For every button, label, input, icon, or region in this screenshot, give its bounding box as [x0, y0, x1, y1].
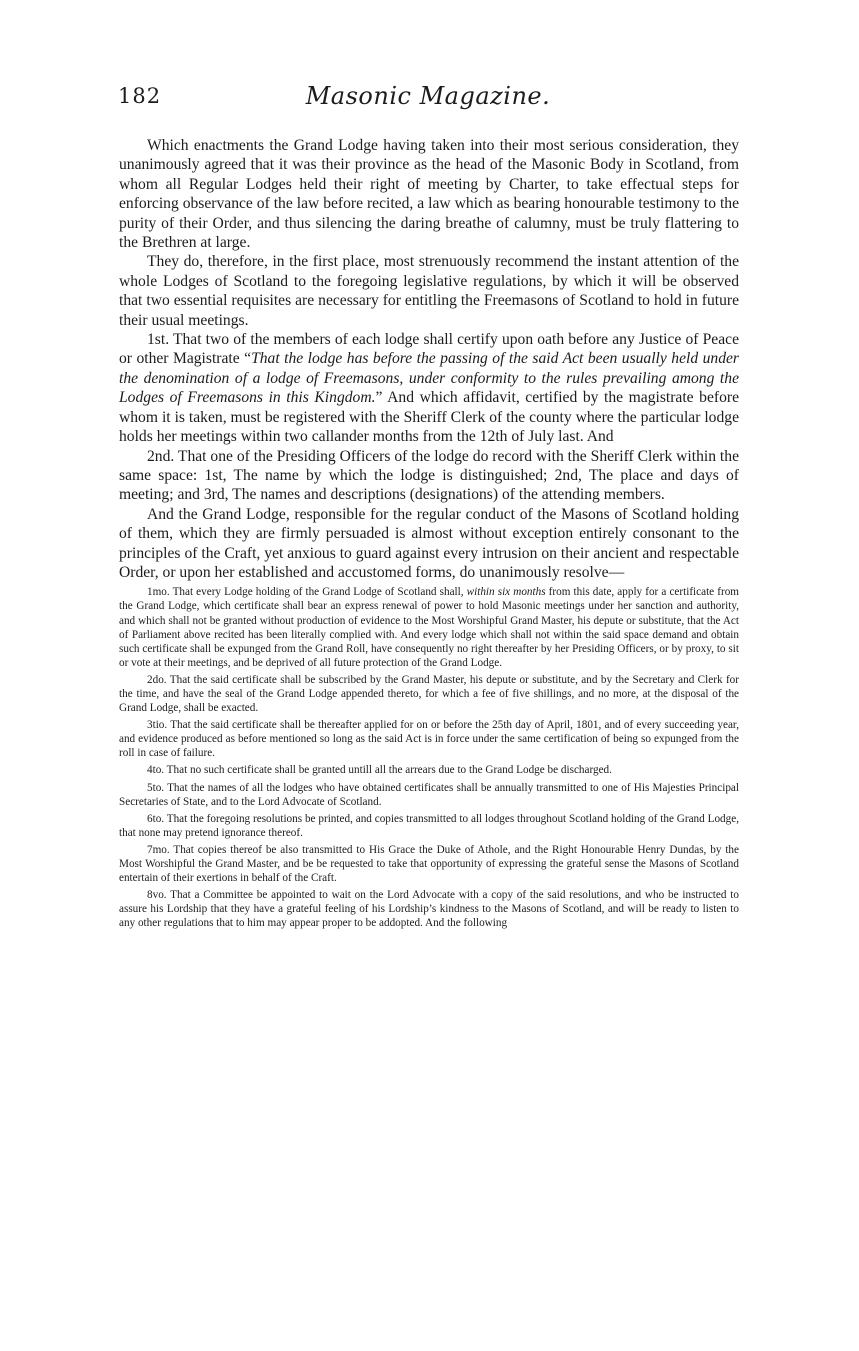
- resolution-item: [119, 763, 739, 777]
- resolution-item: [119, 673, 739, 715]
- paragraph-first-requisite-quote: That the lodge has before the passing of the said Act been usually held under the denomination of a lodge of Freemasons, under conformity to the rules prevailing among the Lodges of Freemasons in this Kingdom.: [119, 350, 739, 407]
- resolution-text: 5to. That the names of all the lodges who have obtained certificates shall be annually transmitted to one of His Majesties Principal Secretaries of State, and to the Lord Advocate of Scotland.: [119, 781, 739, 808]
- resolution-item: [119, 718, 739, 760]
- resolution-text: 6to. That the foregoing resolutions be printed, and copies transmitted to all lodges throughout Scotland holding of the Grand Lodge, that none may pretend ignorance thereof.: [119, 812, 739, 839]
- resolution-text: 7mo. That copies thereof be also transmitted to His Grace the Duke of Athole, and the Right Honourable Henry Dundas, by the Most Worshipful the Grand Master, and be be requested to take that opportunity of expressing the grateful sense the Masons of Scotland entertain of their exertions in behalf of the Craft.: [119, 843, 739, 885]
- resolution-text: 8vo. That a Committee be appointed to wait on the Lord Advocate with a copy of the said resolutions, and who be instructed to assure his Lordship that they have a grateful feeling of his Lordship’s kindness to the Masons of Scotland, and will be ready to listen to any other regulations that to him may appear proper to be addopted. And the following: [119, 889, 739, 930]
- article-body: [119, 136, 739, 934]
- resolution-text: 4to. That no such certificate shall be granted untill all the arrears due to the Grand Lodge be discharged.: [147, 764, 612, 777]
- paragraph-first-requisite-tail: ” And which affidavit, certified by the magistrate before whom it is taken, must be registered with the Sheriff Clerk of the county where the particular lodge holds her meetings within two callander months from the 12th of July last. And: [119, 389, 739, 446]
- running-title: Masonic Magazine.: [305, 82, 551, 110]
- resolution-text: 2do. That the said certificate shall be subscribed by the Grand Master, his depute or substitute, and by the Secretary and Clerk for the time, and have the seal of the Grand Lodge appended thereto, for which a fee of five shillings, and no more, at the disposal of the Grand Lodge, shall be exacted.: [119, 673, 739, 715]
- resolution-item: [119, 585, 739, 670]
- resolution-emphasis: within six months: [466, 586, 546, 599]
- resolution-text-tail: from this date, apply for a certificate from the Grand Lodge, which certificate shall bear an express renewal of power to hold Masonic meetings under her sanction and authority, and which shall not be granted without production of evidence to the Most Worshipful Grand Master, his depute or substitute, that the Act of Parliament above recited has been literally complied with. And every lodge which shall not within the said space demand and obtain such certificate shall be expunged from the Grand Roll, have consequently no right thereafter by her Presiding Officers, or by proxy, to sit or vote at their meetings, and be deprived of all future protection of the Grand Lodge.: [119, 586, 739, 669]
- resolution-item: [119, 812, 739, 840]
- resolution-text: 3tio. That the said certificate shall be thereafter applied for on or before the 25th day of April, 1801, and of every succeeding year, and evidence produced as before mentioned so long as the said Act is in force under the same certification of being so expunged from the roll in case of failure.: [119, 719, 739, 760]
- paragraph-enactments: Which enactments the Grand Lodge having taken into their most serious consideration, they unanimously agreed that it was their province as the head of the Masonic Body in Scotland, from whom all Regular Lodges held their right of meeting by Charter, to take effectual steps for enforcing observance of the law before recited, a law which as bearing honourable testimony to the purity of their Order, and thus silencing the daring breathe of calumny, must be truly flattering to the Brethren at large.: [119, 137, 739, 252]
- resolution-text: 1mo. That every Lodge holding of the Grand Lodge of Scotland shall,: [147, 586, 467, 599]
- resolutions-list: [119, 585, 739, 930]
- page-header: [118, 84, 738, 118]
- paragraph-recommendation: They do, therefore, in the first place, most strenuously recommend the instant attention of the whole Lodges of Scotland to the foregoing legislative regulations, by which it will be observed that two essential requisites are necessary for entitling the Freemasons of Scotland to hold in future their usual meetings.: [119, 253, 739, 329]
- paragraph-second-requisite: 2nd. That one of the Presiding Officers of the lodge do record with the Sheriff Clerk within the same space: 1st, The name by which the lodge is distinguished; 2nd, The place and days of meeting; and 3rd, The names and descriptions (designations) of the attending members.: [119, 447, 739, 504]
- resolution-item: [119, 843, 739, 885]
- paragraph-resolve: And the Grand Lodge, responsible for the regular conduct of the Masons of Scotland holding of them, which they are firmly persuaded is almost without exception entirely consonant to the principles of the Craft, yet anxious to guard against every intrusion on their ancient and respectable Order, or upon her established and accustomed forms, do unanimously resolve—: [119, 505, 739, 581]
- resolution-item: [119, 781, 739, 809]
- resolution-item: [119, 888, 739, 930]
- paragraph-first-requisite-lead: 1st. That two of the members of each lodge shall certify upon oath before any Justice of Peace or other Magistrate “: [119, 331, 739, 368]
- page-number: 182: [118, 84, 162, 108]
- paragraph-first-requisite: [119, 330, 739, 446]
